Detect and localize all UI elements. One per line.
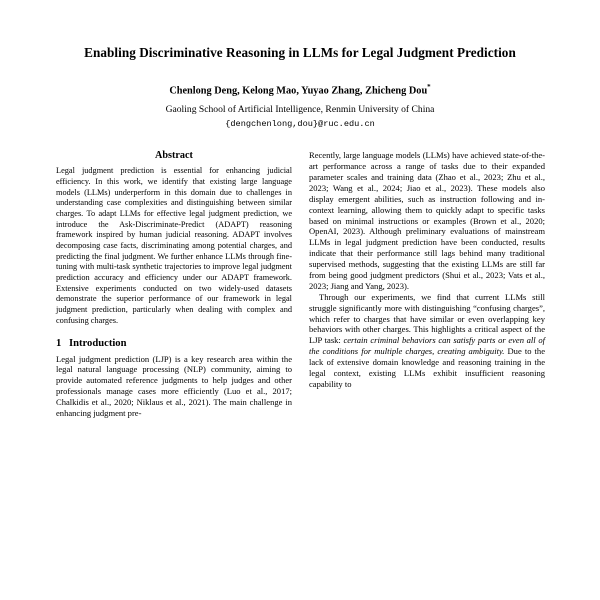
contact-email: {dengchenlong,dou}@ruc.edu.cn	[225, 119, 375, 130]
introduction-paragraph-1: Legal judgment prediction (LJP) is a key research area within the legal natural language processing (NLP) community, aiming to provide automated reference judgments to help judges and other professionals manage cases more efficiently (Luo et al., 2017; Chalkidis et al., 2020; Niklaus et al., 2021). The main challenge in enhancing judgment pre-	[56, 353, 292, 418]
introduction-heading	[56, 338, 292, 349]
left-column	[56, 150, 292, 419]
abstract-heading: Abstract	[155, 150, 193, 162]
author-list	[56, 83, 544, 98]
author-footnote-marker: *	[427, 83, 431, 92]
right-paragraph-2-part-a: Through our experiments, we find that current LLMs still struggle significantly more with distinguishing “confusing charges”, which refer to charges that have similar or even overlapping key behaviors with other charges. This highlights a critical aspect of the LJP task:	[309, 291, 545, 346]
affiliation: Gaoling School of Artificial Intelligence, Renmin University of China	[165, 103, 435, 115]
right-paragraph-1: Recently, large language models (LLMs) have achieved state-of-the-art performance across a range of tasks due to their expanded parameter scales and training data (Zhao et al., 2023; Zhu et al., 2023; Wang et al., 2024; Jiao et al., 2023). These models also display emergent abilities, such as instruction following and in-context learning, allowing them to quickly adapt to specific tasks based on minimal instructions or examples (Brown et al., 2020; OpenAI, 2023). Although preliminary evaluations of mainstream LLMs in legal judgment prediction have been conducted, results indicate that their performance still lags behind many traditional supervised methods, suggesting that the existing LLMs are still far from being good judgment predictors (Shui et al., 2023; Vats et al., 2023; Jiang and Yang, 2023).	[309, 150, 545, 291]
abstract-text: Legal judgment prediction is essential for enhancing judicial efficiency. In this work, we identify that existing large language models (LLMs) underperform in this domain due to challenges in understanding case complexities and distinguishing between similar charges. To adapt LLMs for effective legal judgment prediction, we introduce the Ask-Discriminate-Predict (ADAPT) reasoning framework inspired by human judicial reasoning. ADAPT involves decomposing case facts, discriminating among potential charges, and predicting the final judgment. We further enhance LLMs through fine-tuning with multi-task synthetic trajectories to improve legal judgment prediction accuracy and efficiency under our ADAPT framework. Extensive experiments conducted on two widely-used datasets demonstrate the superior performance of our framework in legal judgment prediction, particularly when dealing with complex and confusing charges.	[56, 166, 292, 325]
right-paragraph-2	[309, 292, 545, 390]
two-column-body	[56, 150, 544, 419]
right-column	[309, 150, 545, 419]
author-names: Chenlong Deng, Kelong Mao, Yuyao Zhang, Zhicheng Dou	[169, 85, 428, 97]
right-paragraph-2-emphasis: certain criminal behaviors can satisfy parts or even all of the conditions for multiple charges, creating ambiguity.	[309, 335, 545, 357]
page-title: Enabling Discriminative Reasoning in LLMs for Legal Judgment Prediction	[84, 45, 516, 60]
right-paragraph-2-part-b: Due to the lack of extensive domain knowledge and reasoning training in the legal context, existing LLMs exhibit insufficient reasoning capability to	[309, 346, 545, 389]
introduction-title: Introduction	[69, 337, 127, 349]
introduction-number: 1	[56, 337, 62, 349]
abstract-section	[56, 150, 292, 326]
